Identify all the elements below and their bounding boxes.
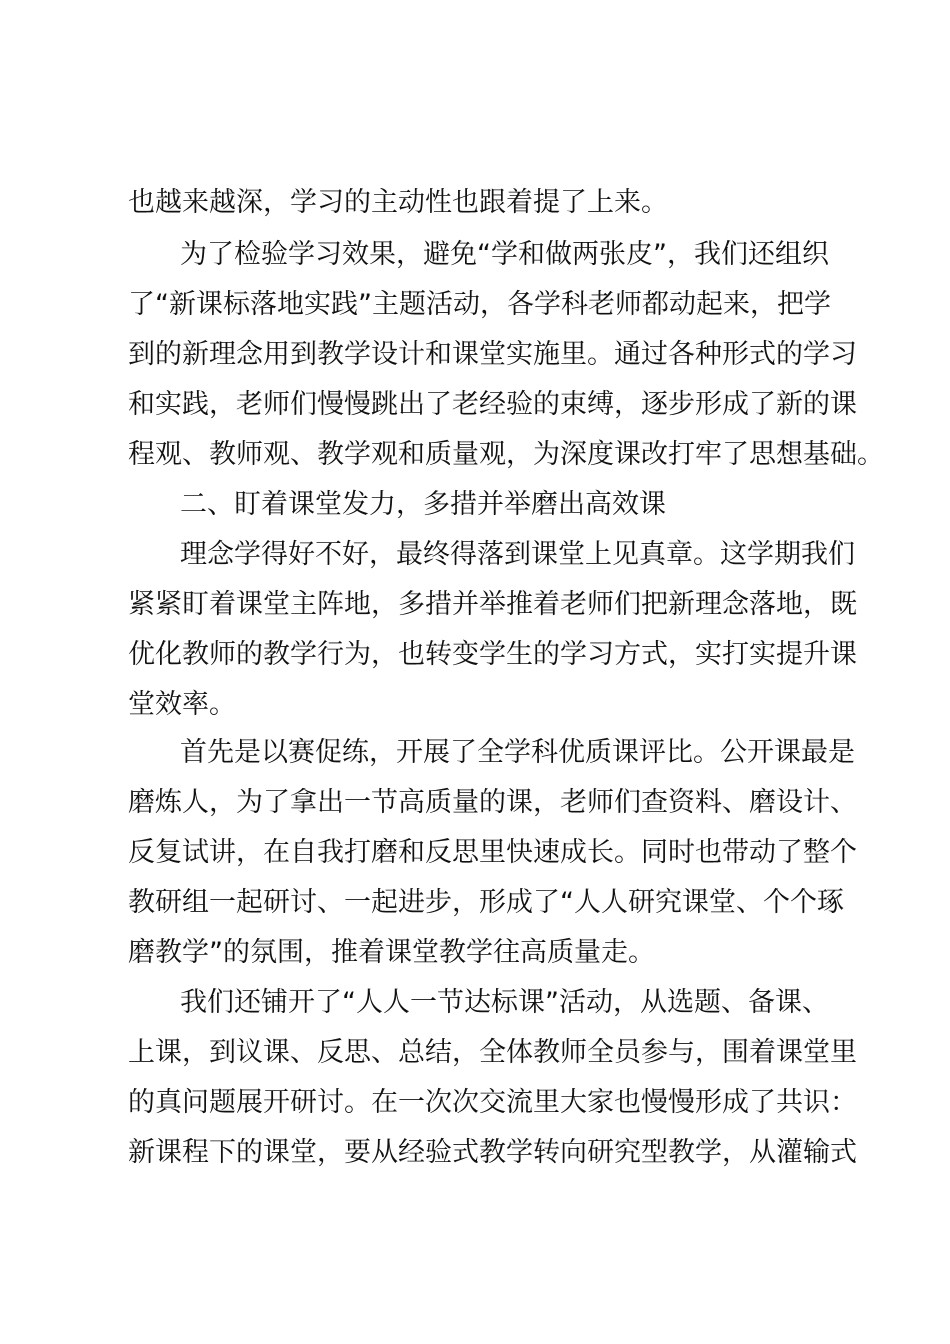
section-heading: 二、盯着课堂发力，多措并举磨出高效课 xyxy=(180,489,666,520)
paragraph-line: 为了检验学习效果，避免“学和做两张皮”，我们还组织 xyxy=(180,239,829,270)
text-line: 的真问题展开研讨。在一次次交流里大家也慢慢形成了共识： xyxy=(128,1087,857,1118)
text-line: 新课程下的课堂，要从经验式教学转向研究型教学，从灌输式 xyxy=(128,1137,857,1168)
text-line: 程观、教师观、教学观和质量观，为深度课改打牢了思想基础。 xyxy=(128,439,884,470)
text-line: 紧紧盯着课堂主阵地，多措并举推着老师们把新理念落地，既 xyxy=(128,589,857,620)
text-line: 教研组一起研讨、一起进步，形成了“人人研究课堂、个个琢 xyxy=(128,887,844,918)
text-line: 也越来越深，学习的主动性也跟着提了上来。 xyxy=(128,187,668,218)
text-line: 优化教师的教学行为，也转变学生的学习方式，实打实提升课 xyxy=(128,639,857,670)
text-line: 和实践，老师们慢慢跳出了老经验的束缚，逐步形成了新的课 xyxy=(128,389,857,420)
text-line: 磨炼人，为了拿出一节高质量的课，老师们查资料、磨设计、 xyxy=(128,787,857,818)
paragraph-line: 首先是以赛促练，开展了全学科优质课评比。公开课最是 xyxy=(180,737,855,768)
text-line: 了“新课标落地实践”主题活动，各学科老师都动起来，把学 xyxy=(128,289,831,320)
text-line: 磨教学”的氛围，推着课堂教学往高质量走。 xyxy=(128,937,655,968)
text-line: 上课，到议课、反思、总结，全体教师全员参与，围着课堂里 xyxy=(128,1037,857,1068)
text-line: 堂效率。 xyxy=(128,689,236,720)
text-line: 反复试讲，在自我打磨和反思里快速成长。同时也带动了整个 xyxy=(128,837,857,868)
paragraph-line: 我们还铺开了“人人一节达标课”活动，从选题、备课、 xyxy=(180,987,829,1018)
paragraph-line: 理念学得好不好，最终得落到课堂上见真章。这学期我们 xyxy=(180,539,855,570)
text-line: 到的新理念用到教学设计和课堂实施里。通过各种形式的学习 xyxy=(128,339,857,370)
